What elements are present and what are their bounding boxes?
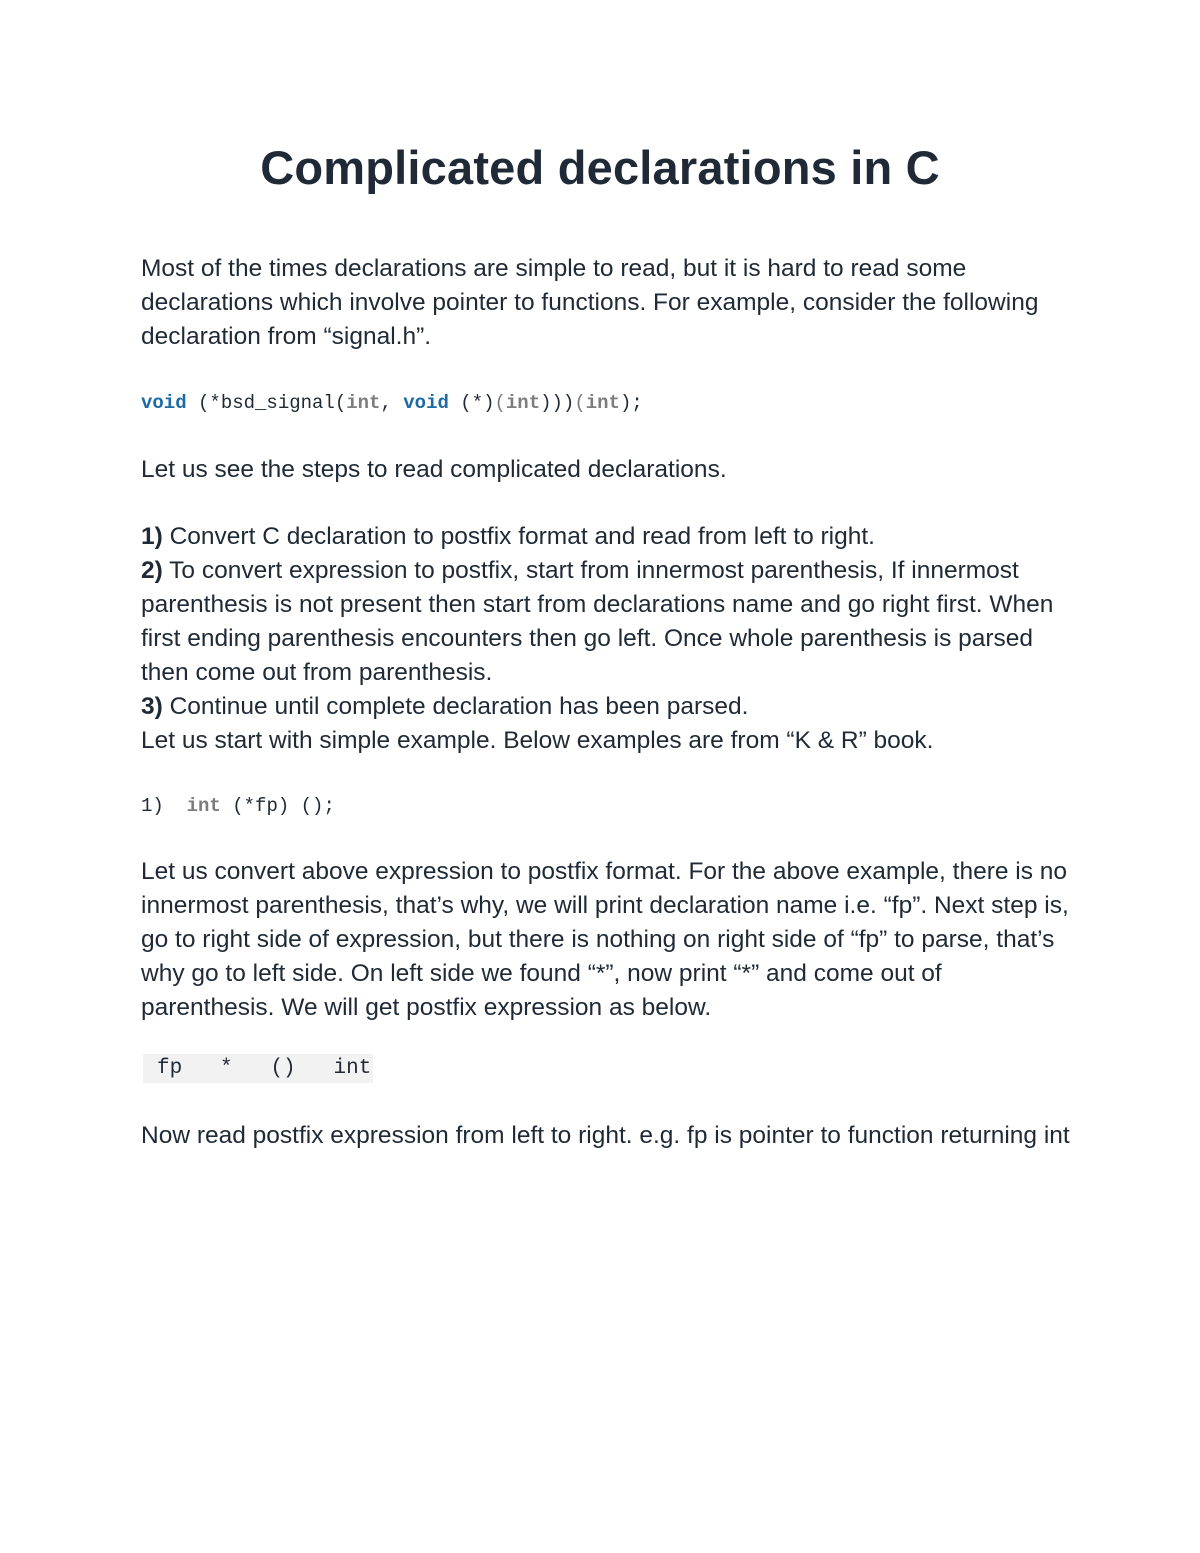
type-int: int — [505, 392, 541, 414]
step-number: 2) — [141, 557, 163, 584]
example-number: 1) — [141, 795, 164, 817]
type-int: int — [585, 392, 620, 414]
steps-intro: Let us see the steps to read complicated declarations. — [141, 456, 727, 483]
keyword-void: void — [141, 392, 187, 414]
code-text: (*fp) (); — [220, 795, 335, 817]
postfix-token: () — [270, 1057, 296, 1080]
step-number: 3) — [141, 693, 163, 720]
code-bsd-signal — [141, 390, 643, 416]
postfix-token: * — [220, 1057, 233, 1080]
code-text: ))) — [540, 392, 575, 414]
step-number: 1) — [141, 523, 163, 550]
step-item — [141, 690, 1071, 724]
keyword-void: void — [403, 392, 449, 414]
page-title: Complicated declarations in C — [260, 141, 940, 194]
step-text: Convert C declaration to postfix format and read from left to right. — [162, 523, 875, 550]
code-paren: ( — [494, 392, 506, 414]
example-intro: Let us start with simple example. Below examples are from “K & R” book. — [141, 727, 934, 754]
postfix-token: fp — [157, 1057, 183, 1080]
step-item — [141, 554, 1071, 690]
intro-paragraph: Most of the times declarations are simple to read, but it is hard to read some declarations which involve pointer to functions. For example, consider the following declaration from “signal.h”. — [141, 255, 1039, 350]
step-text: To convert expression to postfix, start from innermost parenthesis, If innermost parenthesis is not present then start from declarations name and go right first. When first ending parenthesis encounters then go left. Once whole parenthesis is parsed then come out from parenthesis. — [141, 557, 1054, 686]
conclusion-paragraph: Now read postfix expression from left to right. e.g. fp is pointer to function returning int — [141, 1122, 1070, 1149]
postfix-expression — [143, 1054, 373, 1083]
code-text: ); — [619, 392, 643, 414]
code-text: (*bsd_signal( — [186, 392, 347, 414]
step-item — [141, 520, 1071, 554]
type-int: int — [346, 392, 381, 414]
code-text: , — [380, 392, 404, 414]
explanation-paragraph: Let us convert above expression to postfix format. For the above example, there is no innermost parenthesis, that’s why, we will print declaration name i.e. “fp”. Next step is, go to right side of expression, but there is nothing on right side of “fp” to parse, that’s why go to left side. On left side we found “*”, now print “*” and come out of parenthesis. We will get postfix expression as below. — [141, 858, 1069, 1021]
code-paren: ( — [574, 392, 586, 414]
type-int: int — [186, 795, 221, 817]
code-text: (*) — [448, 392, 495, 414]
step-text: Continue until complete declaration has been parsed. — [162, 693, 749, 720]
code-fp-example — [141, 793, 335, 819]
postfix-token: int — [333, 1057, 372, 1080]
steps-list — [141, 520, 1071, 758]
